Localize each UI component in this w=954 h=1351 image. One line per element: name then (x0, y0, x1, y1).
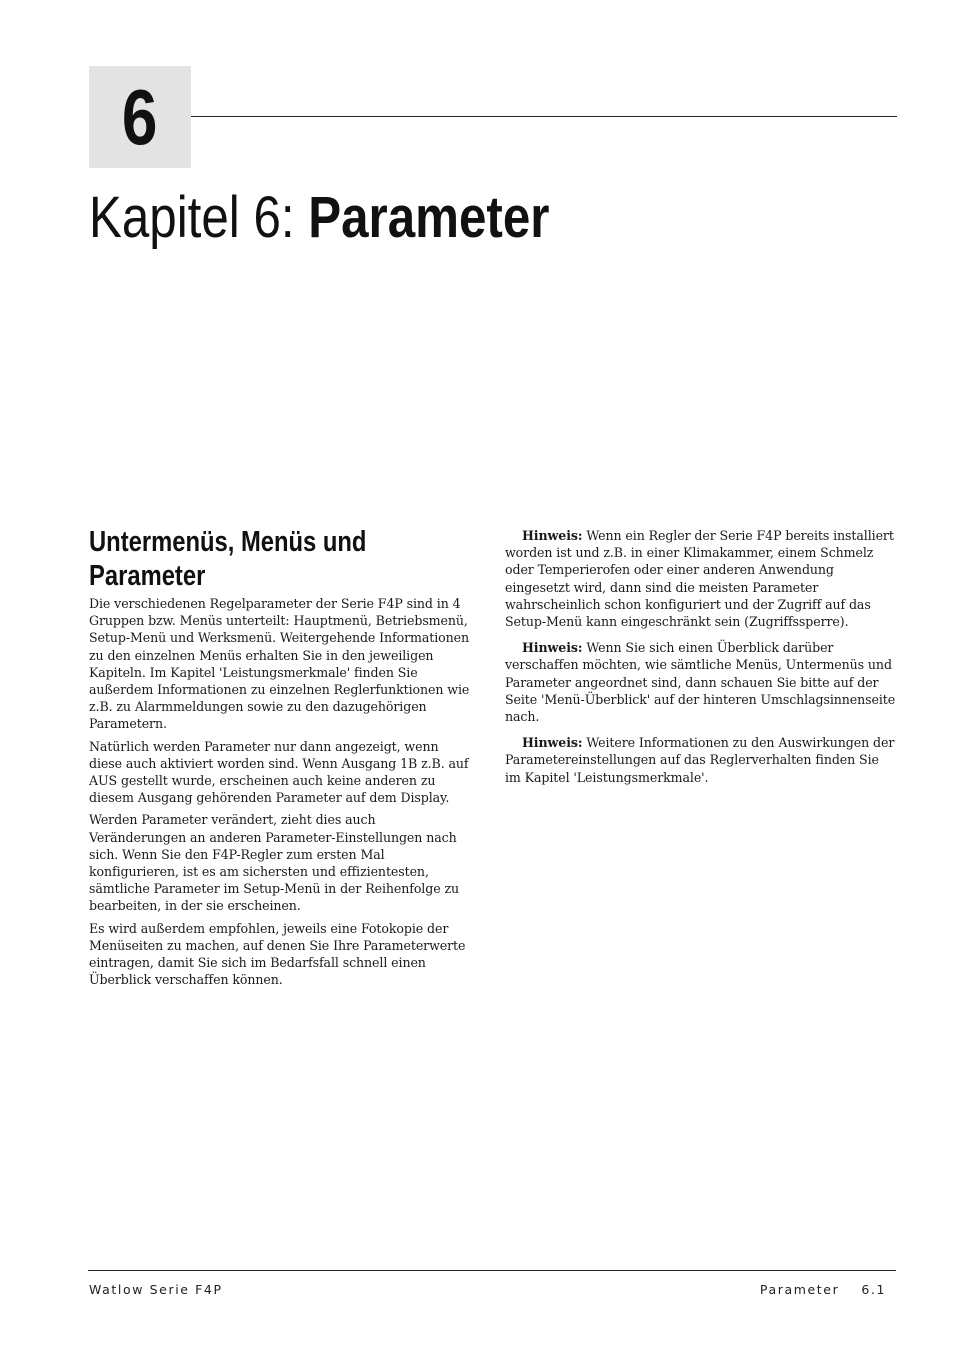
note-label: Hinweis: (522, 640, 583, 656)
chapter-number: 6 (122, 73, 158, 161)
note-paragraph (505, 527, 897, 630)
footer-product-name: Watlow Serie F4P (89, 1282, 223, 1297)
footer-section-name: Parameter (759, 1282, 840, 1297)
chapter-title (89, 182, 549, 254)
chapter-number-box (89, 66, 191, 168)
note-text: Wenn ein Regler der Serie F4P bereits installiert worden ist und z.B. in einer Klimakammer, einem Schmelz oder Temperierofen oder einer anderen Anwendung eingesetzt wird, dann sind die meisten Parameter wahrscheinlich schon konfiguriert und der Zugriff auf das Setup-Menü kann eingeschränkt sein (Zugriffssperre). (505, 528, 894, 630)
note-label: Hinweis: (522, 735, 583, 751)
body-paragraph: Werden Parameter verändert, zieht dies auch Veränderungen an anderen Parameter-Einstellungen nach sich. Wenn Sie den F4P-Regler zum ersten Mal konfigurieren, ist es am sichersten und effizientesten, sämtliche Parameter im Setup-Menü in der Reihenfolge zu bearbeiten, in der sie erscheinen. (89, 812, 459, 914)
chapter-divider (191, 116, 897, 117)
left-column (89, 525, 475, 993)
footer-page-number: 6.1 (861, 1282, 886, 1297)
note-text: Wenn Sie sich einen Überblick darüber verschaffen möchten, wie sämtliche Menüs, Untermenüs und Parameter angeordnet sind, dann schauen Sie bitte auf der Seite 'Menü-Überblick' auf der hinteren Umschlagsinnenseite nach. (505, 640, 896, 725)
body-paragraph: Es wird außerdem empfohlen, jeweils eine Fotokopie der Menüseiten zu machen, auf denen Sie Ihre Parameterwerte eintragen, damit Sie sich im Bedarfsfall schnell einen Überblick verschaffen können. (89, 920, 466, 988)
body-paragraph: Natürlich werden Parameter nur dann angezeigt, wenn diese auch aktiviert worden sind. Wenn Ausgang 1B z.B. auf AUS gestellt wurde, erscheinen auch keine anderen zu diesem Ausgang gehörenden Parameter auf dem Display. (89, 738, 469, 806)
right-column (505, 527, 897, 795)
section-heading: Untermenüs, Menüs und Parameter (89, 526, 367, 592)
footer-page-info (760, 1282, 886, 1297)
note-label: Hinweis: (522, 528, 583, 543)
note-text: Weitere Informationen zu den Auswirkungen der Parametereinstellungen auf das Reglerverhalten finden Sie im Kapitel 'Leistungsmerkmale'. (505, 735, 895, 785)
note-paragraph (505, 734, 897, 786)
chapter-title-main: Parameter (308, 185, 550, 250)
note-paragraph (505, 639, 897, 725)
chapter-title-prefix: Kapitel 6: (89, 185, 309, 250)
body-paragraph: Die verschiedenen Regelparameter der Serie F4P sind in 4 Gruppen bzw. Menüs unterteilt: Hauptmenü, Betriebsmenü, Setup-Menü und Werksmenü. Weitergehende Informationen zu den einzelnen Menüs erhalten Sie in den jeweiligen Kapiteln. Im Kapitel 'Leistungsmerkmale' finden Sie außerdem Informationen zu einzelnen Reglerfunktionen wie z.B. zu Alarmmeldungen sowie zu den dazugehörigen Parametern. (89, 596, 470, 732)
footer-divider (88, 1270, 896, 1271)
